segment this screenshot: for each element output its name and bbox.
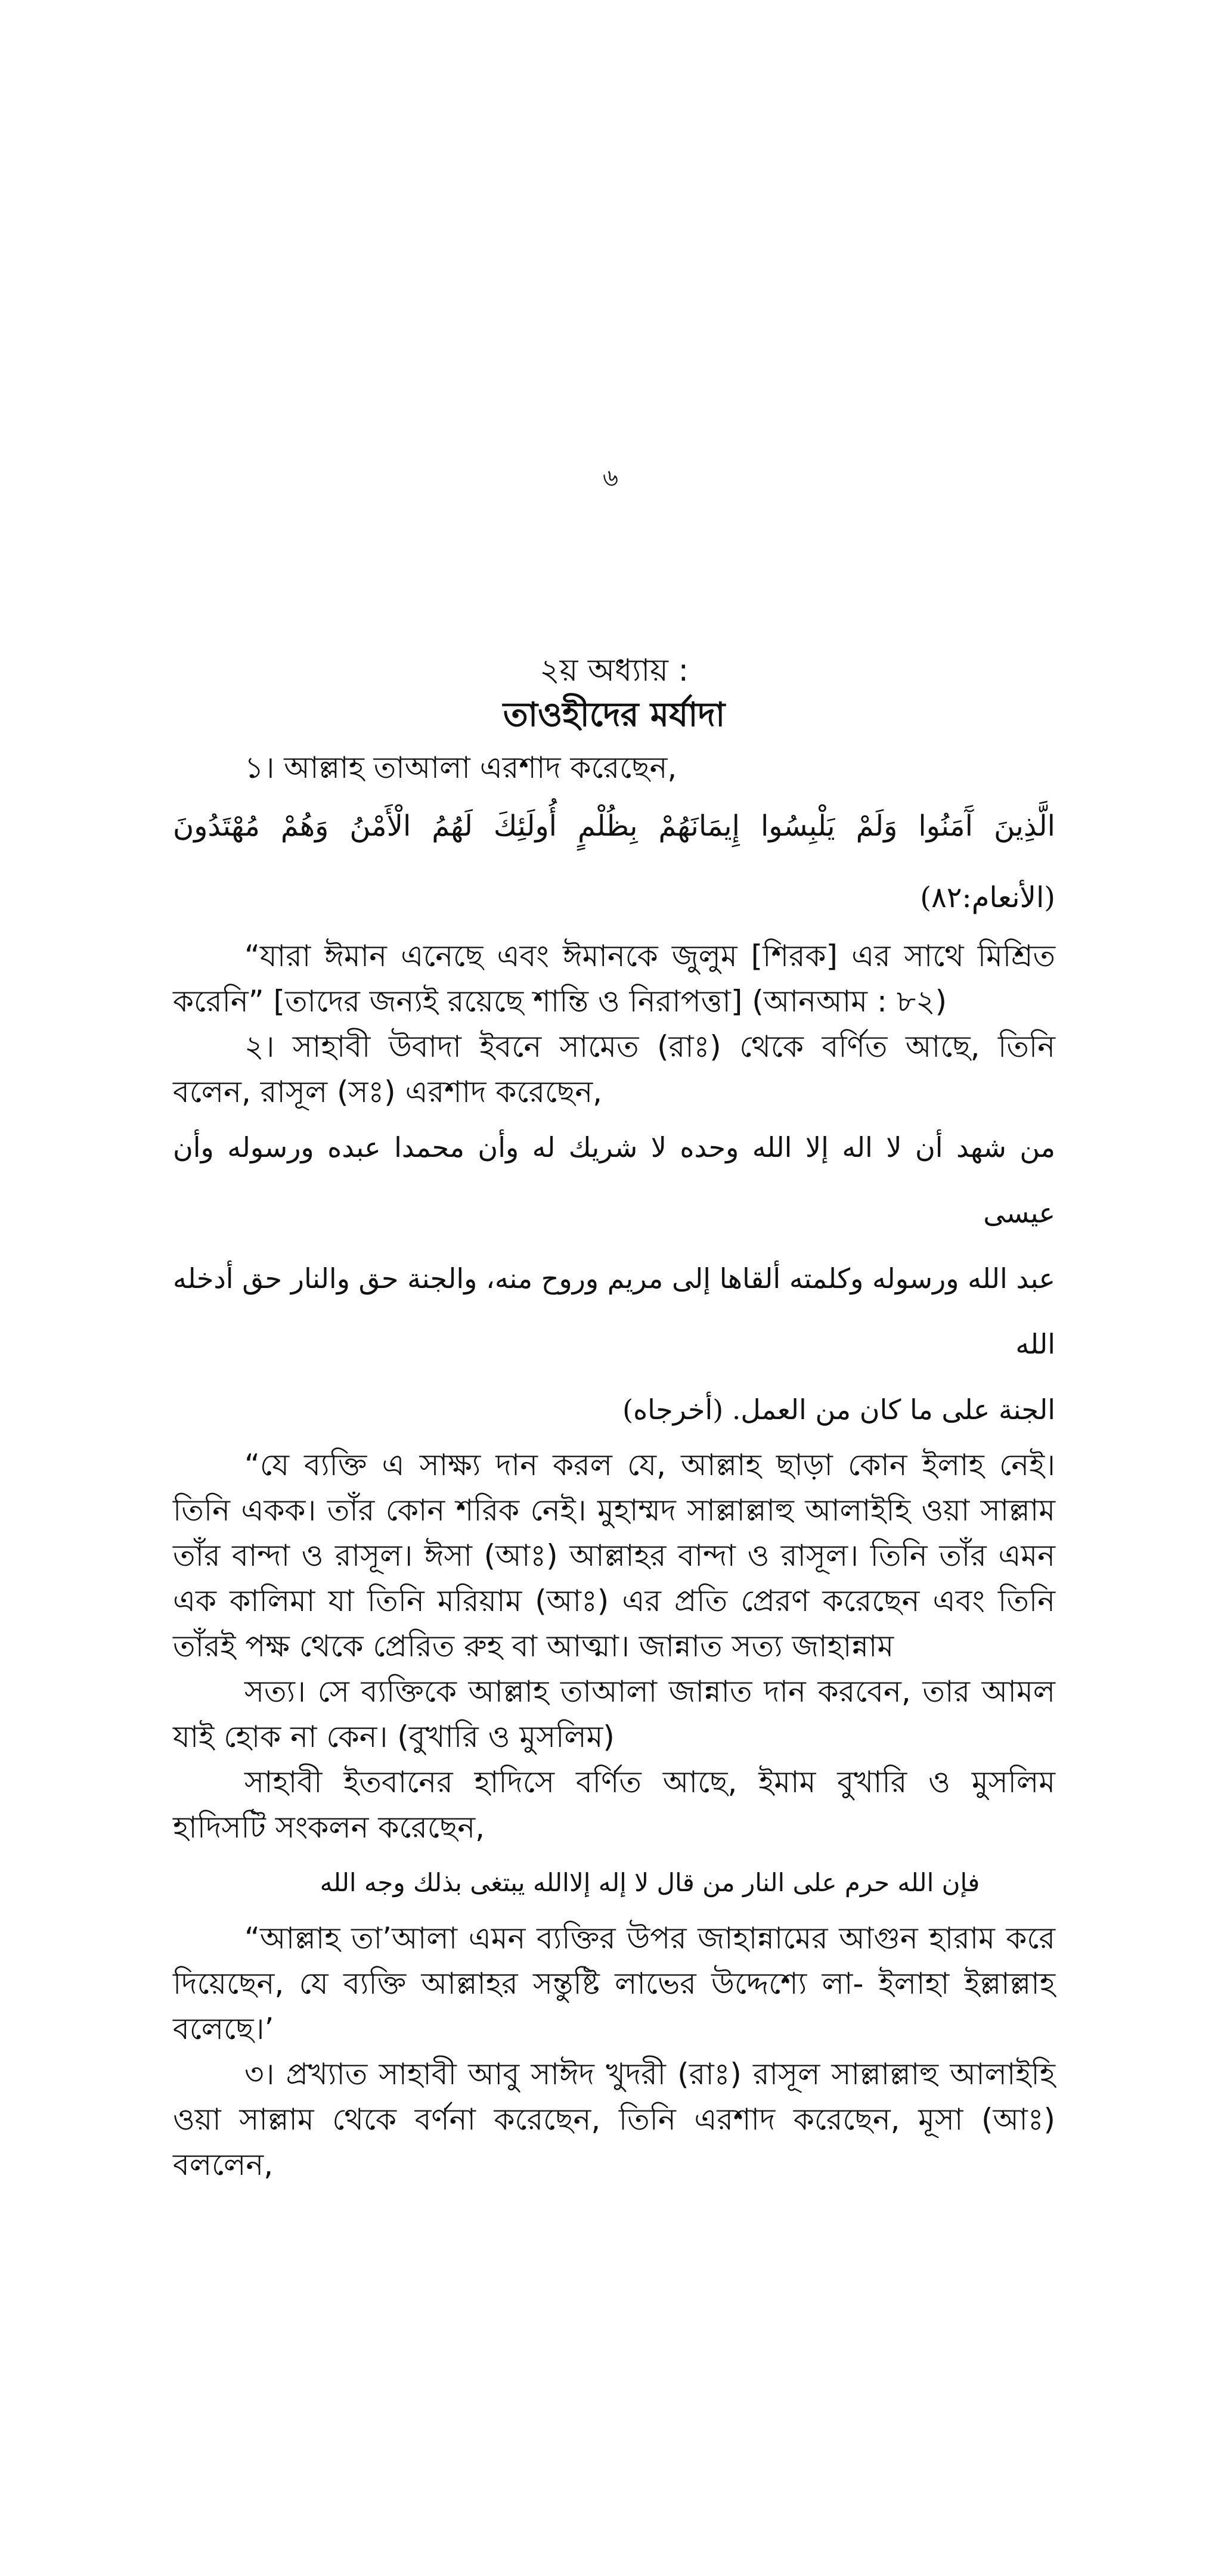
hadith-2-arabic-line-1: من شهد أن لا اله إلا الله وحده لا شريك له وأن محمدا عبده ورسوله وأن عيسى <box>173 1131 1055 1229</box>
page-content <box>173 650 1055 2187</box>
quran-ayah-arabic: الَّذِينَ آَمَنُوا وَلَمْ يَلْبِسُوا إِيمَانَهُمْ بِظُلْمٍ أُولَئِكَ لَهُمُ الْأَمْنُ وَهُمْ مُهْتَدُونَ (الأنعام:٨٢) <box>173 809 1056 914</box>
hadith-2-translation-part-2: সত্য। সে ব্যক্তিকে আল্লাহ তাআলা জান্নাত দান করবেন, তার আমল যাই হোক না কেন। (বুখারি ও মুসলিম) <box>173 1674 1055 1754</box>
hadith-3-translation: “আল্লাহ তা’আলা এমন ব্যক্তির উপর জাহান্নামের আগুন হারাম করে দিয়েছেন, যে ব্যক্তি আল্লাহর সন্তুষ্টি লাভের উদ্দেশ্যে লা- ইলাহা ইল্লাল্লাহ বলেছে।’ <box>173 1921 1055 2046</box>
hadith-2-translation-part-1: “যে ব্যক্তি এ সাক্ষ্য দান করল যে, আল্লাহ ছাড়া কোন ইলাহ নেই। তিনি একক। তাঁর কোন শরিক নেই। মুহাম্মদ সাল্লাল্লাহু আলাইহি ওয়া সাল্লাম তাঁর বান্দা ও রাসূল। ঈসা (আঃ) আল্লাহর বান্দা ও রাসূল। তিনি তাঁর এমন এক কালিমা যা তিনি মরিয়াম (আঃ) এর প্রতি প্রেরণ করেছেন এবং তিনি তাঁরই পক্ষ থেকে প্রেরিত রুহ বা আত্মা। জান্নাত সত্য জাহান্নাম <box>173 1448 1055 1663</box>
hadith-3-intro: সাহাবী ইতবানের হাদিসে বর্ণিত আছে, ইমাম বুখারি ও মুসলিম হাদিসটি সংকলন করেছেন, <box>173 1765 1055 1845</box>
hadith-3-arabic: فإن الله حرم على النار من قال لا إله إلاالله يبتغى بذلك وجه الله <box>320 1868 980 1897</box>
hadith-2-intro: ২। সাহাবী উবাদা ইবনে সামেত (রাঃ) থেকে বর্ণিত আছে, তিনি বলেন, রাসূল (সঃ) এরশাদ করেছেন, <box>173 1029 1055 1109</box>
chapter-title: তাওহীদের মর্যাদা <box>503 696 726 734</box>
hadith-2-arabic-line-2: عبد الله ورسوله وكلمته ألقاها إلى مريم وروح منه، والجنة حق والنار حق أدخله الله <box>173 1262 1055 1360</box>
hadith-1-intro: ১। আল্লাহ তাআলা এরশাদ করেছেন, <box>244 750 677 785</box>
chapter-label: ২য় অধ্যায় : <box>540 653 689 688</box>
hadith-4-intro: ৩। প্রখ্যাত সাহাবী আবু সাঈদ খুদরী (রাঃ) রাসূল সাল্লাল্লাহু আলাইহি ওয়া সাল্লাম থেকে বর্ণনা করেছেন, তিনি এরশাদ করেছেন, মূসা (আঃ) বললেন, <box>173 2057 1055 2182</box>
page-number: ৬ <box>602 464 618 492</box>
hadith-2-arabic-line-3: الجنة على ما كان من العمل. (أخرجاه) <box>622 1393 1055 1426</box>
quran-ayah-translation: “যারা ঈমান এনেছে এবং ঈমানকে জুলুম [শিরক] এর সাথে মিশ্রিত করেনি” [তাদের জন্যই রয়েছে শান্তি ও নিরাপত্তা] (আনআম : ৮২) <box>173 939 1055 1019</box>
